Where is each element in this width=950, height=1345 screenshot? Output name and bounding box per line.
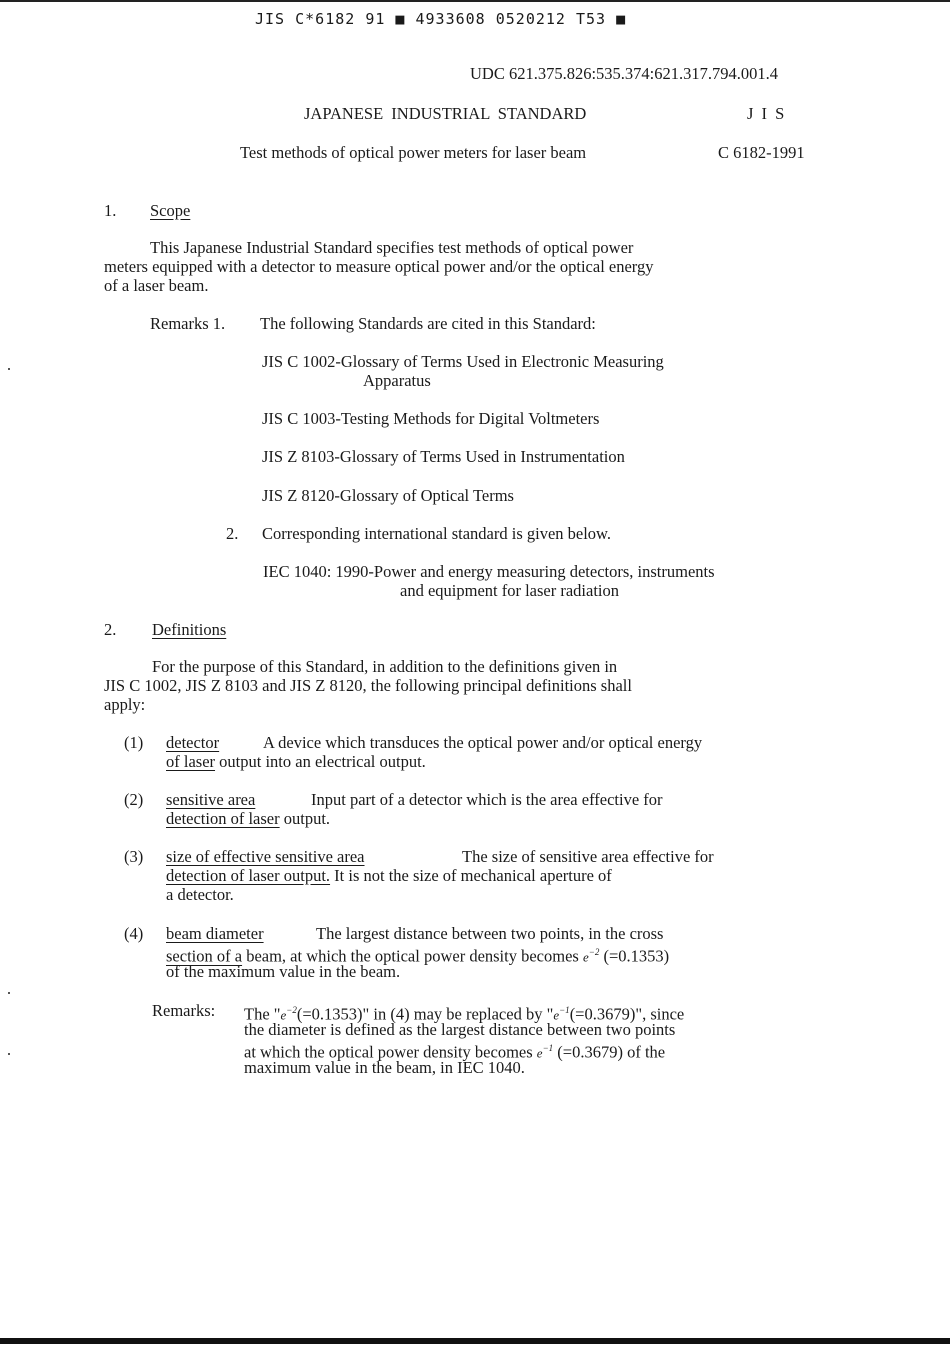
def4-line1: The largest distance between two points, in the cross	[316, 924, 664, 943]
cited-standard-1: JIS C 1002-Glossary of Terms Used in Electronic Measuring	[262, 352, 664, 371]
def3-number: (3)	[124, 847, 144, 866]
def4-term: beam diameter	[166, 924, 264, 943]
iec-standard-line2: and equipment for laser radiation	[400, 581, 620, 600]
def2-term: sensitive area	[166, 790, 256, 809]
def4-line2-b: beam, at which the optical power density becomes	[242, 946, 579, 966]
remarks-e-base-1: e	[280, 1007, 287, 1023]
cited-standard-2: JIS C 1003-Testing Methods for Digital Voltmeters	[262, 409, 600, 428]
def2-line1: Input part of a detector which is the area effective for	[311, 790, 663, 809]
scan-speck	[8, 992, 10, 994]
jis-mark: J I S	[747, 104, 787, 123]
section1-para-line3: of a laser beam.	[104, 276, 209, 295]
section1-heading: Scope	[150, 201, 191, 220]
remarks-line3-a: at which the optical power density becomes	[244, 1042, 533, 1062]
remarks-exponent-1: −2	[286, 1005, 297, 1015]
scan-speck	[8, 1053, 10, 1055]
def4-line2-a: section of a	[166, 946, 243, 966]
udc-code: UDC 621.375.826:535.374:621.317.794.001.4	[470, 64, 779, 83]
iec-standard-line1: IEC 1040: 1990-Power and energy measuring detectors, instruments	[263, 562, 715, 581]
cited-standard-3: JIS Z 8103-Glossary of Terms Used in Instrumentation	[262, 447, 625, 466]
section1-number: 1.	[104, 201, 117, 220]
def4-exponent: −2	[588, 947, 600, 957]
section1-para-line1: This Japanese Industrial Standard specifies test methods of optical power	[150, 238, 634, 257]
remarks-line1-a: The "	[244, 1004, 281, 1024]
remarks2-number: 2.	[226, 524, 239, 543]
cited-standard-1-cont: Apparatus	[363, 371, 431, 390]
remarks-line1-c: (=0.3679)", since	[569, 1004, 685, 1024]
standard-name: JAPANESE INDUSTRIAL STANDARD	[304, 104, 587, 123]
section1-para-line2: meters equipped with a detector to measure optical power and/or the optical energy	[104, 257, 654, 276]
section2-para-line1: For the purpose of this Standard, in addition to the definitions given in	[152, 657, 618, 676]
remarks-line4: maximum value in the beam, in IEC 1040.	[244, 1058, 525, 1077]
remarks-line1-b: (=0.1353)" in (4) may be replaced by "	[296, 1004, 554, 1024]
def3-line2-b: It is not the size of mechanical aperture of	[330, 866, 612, 885]
section2-para-line2: JIS C 1002, JIS Z 8103 and JIS Z 8120, the following principal definitions shall	[104, 676, 632, 695]
remarks-exponent-2: −1	[559, 1005, 570, 1015]
def4-number: (4)	[124, 924, 144, 943]
bottom-rule	[0, 1338, 950, 1344]
def3-line2-a: detection of laser output.	[166, 866, 331, 885]
remarks-label: Remarks:	[152, 1001, 216, 1020]
def1-number: (1)	[124, 733, 144, 752]
def2-line2-a: detection of laser	[166, 809, 280, 828]
def1-term: detector	[166, 733, 220, 752]
def2-line2	[166, 809, 330, 828]
def2-line2-b: output.	[279, 809, 331, 828]
remarks1-text: The following Standards are cited in this Standard:	[260, 314, 596, 333]
remarks-line3-b: (=0.3679) of the	[557, 1042, 666, 1062]
def4-line2-c: (=0.1353)	[603, 946, 670, 966]
barcode-line: JIS C*6182 91 ■ 4933608 0520212 T53 ■	[255, 10, 627, 28]
section2-number: 2.	[104, 620, 117, 639]
top-rule	[0, 0, 950, 2]
def3-line3: a detector.	[166, 885, 234, 904]
section2-heading: Definitions	[152, 620, 227, 639]
remarks-exponent-3: −1	[542, 1043, 554, 1053]
standard-number: C 6182-1991	[718, 143, 805, 162]
def2-number: (2)	[124, 790, 144, 809]
remarks-line2: the diameter is defined as the largest distance between two points	[244, 1020, 676, 1039]
remarks-e-base-2: e	[553, 1007, 560, 1023]
scan-speck	[8, 368, 10, 370]
cited-standard-4: JIS Z 8120-Glossary of Optical Terms	[262, 486, 514, 505]
document-title: Test methods of optical power meters for laser beam	[240, 143, 587, 162]
def1-line1: A device which transduces the optical power and/or optical energy	[263, 733, 703, 752]
def3-line2	[166, 866, 612, 885]
def1-line2	[166, 752, 426, 771]
remarks-e-base-3: e	[536, 1045, 543, 1061]
def4-e-base: e	[582, 949, 589, 965]
def3-line1: The size of sensitive area effective for	[462, 847, 714, 866]
def1-line2-b: output into an electrical output.	[215, 752, 426, 771]
def4-line3: of the maximum value in the beam.	[166, 962, 401, 981]
remarks2-text: Corresponding international standard is given below.	[262, 524, 612, 543]
section2-para-line3: apply:	[104, 695, 146, 714]
def1-line2-a: of laser	[166, 752, 216, 771]
remarks1-label: Remarks 1.	[150, 314, 226, 333]
def3-term: size of effective sensitive area	[166, 847, 365, 866]
